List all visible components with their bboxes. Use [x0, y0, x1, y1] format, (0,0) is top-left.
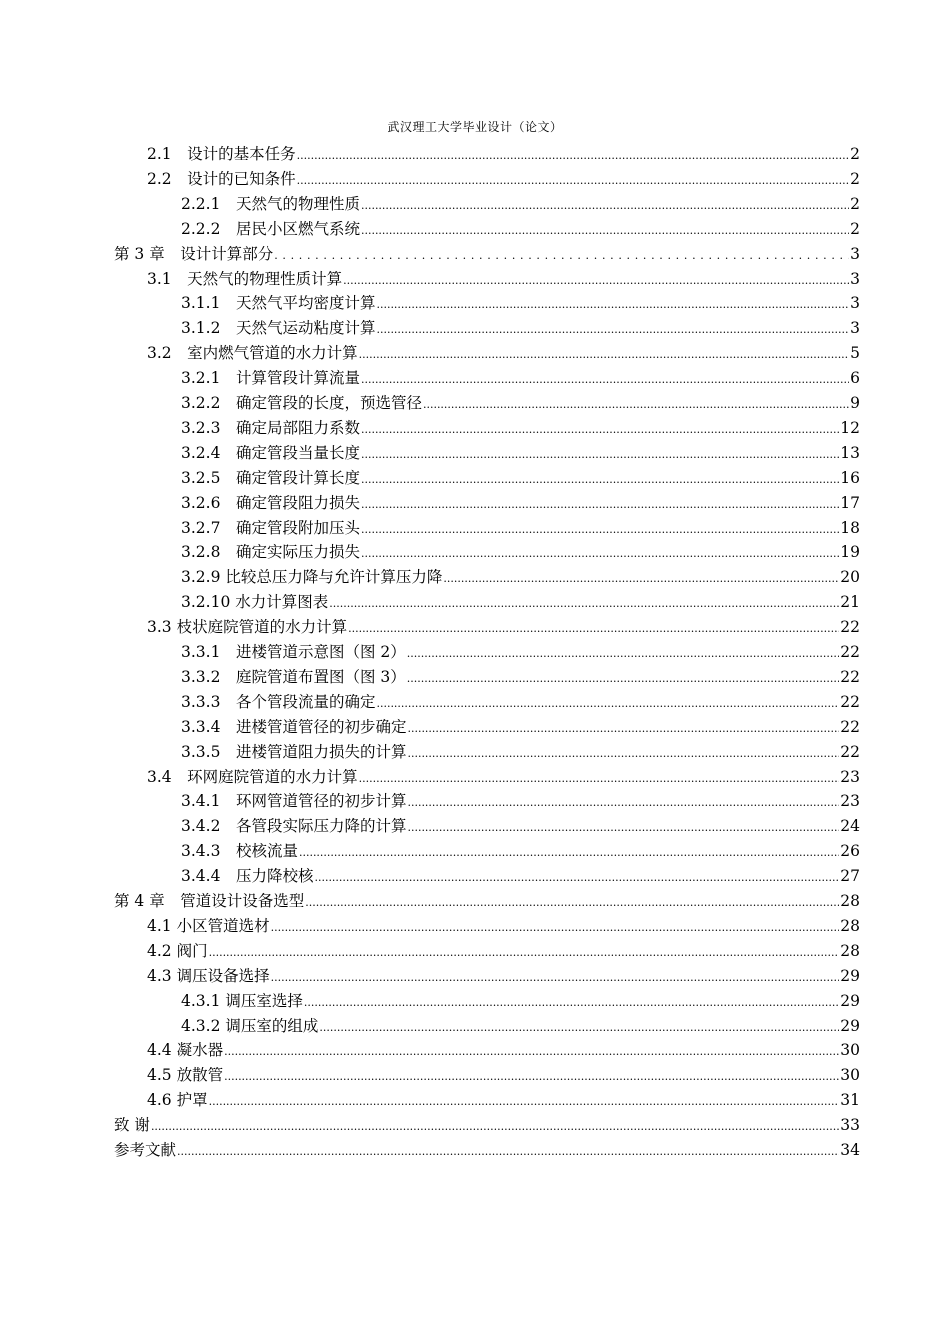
toc-entry-page-number: 17 [840, 493, 860, 512]
toc-entry-page-number: 12 [840, 418, 860, 437]
toc-entry-line [181, 864, 860, 889]
toc-entry-label: 3.1 天然气的物理性质计算 [147, 269, 343, 288]
toc-dot-leader [407, 790, 839, 815]
toc-entry-line [181, 441, 860, 466]
toc-entry-label: 3.3.4 进楼管道管径的初步确定 [181, 717, 407, 736]
toc-entry[interactable] [0, 715, 950, 740]
toc-entry-label: 2.2.1 天然气的物理性质 [181, 194, 360, 213]
toc-entry[interactable] [0, 615, 950, 640]
toc-entry[interactable] [0, 391, 950, 416]
toc-entry[interactable] [0, 939, 950, 964]
toc-entry[interactable] [0, 441, 950, 466]
toc-entry[interactable] [0, 1038, 950, 1063]
toc-dot-leader [361, 442, 839, 467]
toc-entry-line [181, 416, 860, 441]
toc-entry-page-number: 22 [840, 742, 860, 761]
toc-dot-leader [407, 741, 839, 766]
toc-entry-page-number: 9 [850, 394, 860, 412]
toc-entry[interactable] [0, 1088, 950, 1113]
toc-entry-line [181, 590, 860, 615]
toc-entry-page-number: 21 [840, 593, 860, 612]
toc-entry-page-number: 22 [840, 618, 860, 637]
toc-entry-page-number: 23 [840, 792, 860, 811]
toc-entry-line [147, 615, 860, 640]
toc-entry-page-number: 29 [840, 1016, 860, 1035]
toc-entry-line [147, 1063, 860, 1088]
toc-entry-page-number: 2 [850, 219, 860, 238]
toc-entry-label: 4.1 小区管道选材 [147, 916, 270, 935]
toc-entry-line [147, 167, 860, 192]
toc-entry-line [181, 491, 860, 516]
toc-dot-leader [348, 616, 839, 641]
toc-dot-leader [361, 517, 839, 542]
toc-dot-leader [359, 766, 840, 791]
toc-entry[interactable] [0, 839, 950, 864]
toc-entry[interactable] [0, 665, 950, 690]
toc-entry-label: 3.2.4 确定管段当量长度 [181, 443, 360, 462]
toc-entry-line [181, 391, 860, 416]
toc-entry-label: 3.4.3 校核流量 [181, 842, 298, 861]
toc-dot-leader [376, 292, 849, 317]
toc-entry-line [147, 765, 860, 790]
toc-dot-leader [151, 1114, 839, 1139]
toc-entry-label: 3.2.3 确定局部阻力系数 [181, 418, 360, 437]
toc-entry-label: 4.3 调压设备选择 [147, 966, 270, 985]
toc-entry[interactable] [0, 491, 950, 516]
toc-dot-leader [343, 268, 849, 293]
toc-dot-leader [177, 1139, 839, 1164]
toc-entry-line [147, 142, 860, 167]
toc-dot-leader [407, 815, 839, 840]
toc-entry-line [181, 540, 860, 565]
toc-entry-page-number: 28 [840, 941, 860, 960]
toc-entry[interactable] [0, 814, 950, 839]
toc-entry[interactable] [0, 416, 950, 441]
toc-entry[interactable] [0, 789, 950, 814]
toc-entry-line [181, 565, 860, 590]
toc-dot-leader [361, 541, 839, 566]
toc-entry-label: 2.1 设计的基本任务 [147, 145, 296, 163]
toc-entry-label: 4.5 放散管 [147, 1066, 224, 1085]
toc-entry-label: 3.3.2 庭院管道布置图（图 3） [181, 667, 406, 686]
toc-entry-page-number: 6 [850, 369, 860, 388]
toc-entry-label: 3.3.3 各个管段流量的确定 [181, 692, 376, 711]
toc-entry-page-number: 22 [840, 643, 860, 661]
toc-dot-leader [305, 890, 839, 915]
toc-entry-page-number: 29 [840, 991, 860, 1010]
toc-dot-leader [274, 243, 849, 268]
toc-entry-label: 3.3.1 进楼管道示意图（图 2） [181, 643, 406, 661]
toc-entry-page-number: 2 [850, 194, 860, 213]
toc-dot-leader [209, 1089, 840, 1114]
toc-entry[interactable] [0, 740, 950, 765]
toc-dot-leader [319, 1015, 839, 1040]
toc-entry-line [147, 914, 860, 939]
toc-entry-page-number: 31 [840, 1091, 860, 1110]
toc-entry-line [181, 1014, 860, 1039]
toc-entry-line [181, 789, 860, 814]
toc-entry-page-number: 5 [850, 344, 860, 363]
toc-entry-page-number: 30 [840, 1041, 860, 1060]
toc-entry-label: 3.2 室内燃气管道的水力计算 [147, 344, 358, 363]
toc-dot-leader [361, 367, 849, 392]
toc-entry-label: 3.4.4 压力降校核 [181, 867, 314, 886]
toc-entry-line [181, 989, 860, 1014]
toc-entry-page-number: 28 [840, 892, 860, 910]
toc-entry-line [114, 242, 860, 267]
toc-entry-line [147, 341, 860, 366]
toc-entry-page-number: 3 [850, 319, 860, 338]
toc-entry-line [181, 715, 860, 740]
toc-entry[interactable] [0, 1063, 950, 1088]
toc-entry[interactable] [0, 1014, 950, 1039]
toc-dot-leader [361, 492, 839, 517]
toc-entry-label: 4.2 阀门 [147, 941, 208, 960]
toc-dot-leader [224, 1064, 839, 1089]
toc-dot-leader [423, 392, 849, 417]
toc-entry-page-number: 22 [840, 717, 860, 736]
toc-dot-leader [361, 193, 849, 218]
toc-dot-leader [297, 143, 849, 168]
toc-entry[interactable] [0, 1113, 950, 1138]
toc-entry-page-number: 33 [840, 1116, 860, 1135]
toc-entry-label: 第 3 章 设计计算部分 [114, 244, 274, 263]
toc-entry-page-number: 19 [840, 543, 860, 562]
toc-entry-page-number: 23 [840, 767, 860, 786]
toc-entry-label: 4.3.1 调压室选择 [181, 991, 303, 1010]
toc-entry-line [181, 640, 860, 665]
toc-dot-leader [297, 168, 849, 193]
toc-entry-label: 3.2.8 确定实际压力损失 [181, 543, 360, 562]
toc-dot-leader [314, 865, 839, 890]
toc-entry-label: 3.2.6 确定管段阻力损失 [181, 493, 360, 512]
toc-entry[interactable] [0, 291, 950, 316]
toc-dot-leader [271, 915, 840, 940]
toc-entry-label: 参考文献 [114, 1141, 177, 1159]
toc-dot-leader [376, 691, 839, 716]
toc-entry[interactable] [0, 142, 950, 167]
toc-entry-label: 3.4 环网庭院管道的水力计算 [147, 767, 358, 786]
toc-entry-label: 3.2.5 确定管段计算长度 [181, 468, 360, 487]
toc-dot-leader [359, 342, 849, 367]
toc-entry[interactable] [0, 640, 950, 665]
toc-entry-label: 3.3 枝状庭院管道的水力计算 [147, 618, 348, 637]
toc-entry-page-number: 22 [840, 692, 860, 711]
toc-entry[interactable] [0, 316, 950, 341]
toc-entry-label: 3.1.1 天然气平均密度计算 [181, 294, 376, 313]
toc-entry-line [181, 839, 860, 864]
toc-entry-line [147, 267, 860, 292]
toc-entry[interactable] [0, 590, 950, 615]
toc-entry[interactable] [0, 964, 950, 989]
toc-entry-label: 4.3.2 调压室的组成 [181, 1016, 319, 1035]
toc-entry-page-number: 13 [840, 443, 860, 462]
toc-entry[interactable] [0, 989, 950, 1014]
toc-entry-page-number: 3 [850, 294, 860, 313]
toc-entry-line [114, 889, 860, 914]
toc-dot-leader [407, 716, 839, 741]
toc-entry-line [147, 939, 860, 964]
toc-entry-label: 3.2.7 确定管段附加压头 [181, 518, 360, 537]
toc-entry[interactable] [0, 217, 950, 242]
toc-dot-leader [361, 467, 839, 492]
toc-entry[interactable] [0, 242, 950, 267]
toc-entry-label: 致 谢 [114, 1116, 150, 1135]
toc-entry[interactable] [0, 466, 950, 491]
toc-dot-leader [304, 990, 839, 1015]
toc-entry-line [181, 366, 860, 391]
toc-dot-leader [271, 965, 840, 990]
toc-entry-label: 3.1.2 天然气运动粘度计算 [181, 319, 376, 338]
toc-entry-line [181, 466, 860, 491]
toc-entry-label: 3.2.10 水力计算图表 [181, 593, 329, 612]
toc-entry-page-number: 27 [840, 867, 860, 886]
toc-entry-label: 3.4.1 环网管道管径的初步计算 [181, 792, 407, 811]
toc-entry-page-number: 16 [840, 468, 860, 487]
toc-entry[interactable] [0, 914, 950, 939]
toc-entry-label: 4.4 凝水器 [147, 1041, 224, 1060]
toc-entry[interactable] [0, 889, 950, 914]
toc-entry-page-number: 29 [840, 966, 860, 985]
toc-entry-label: 3.3.5 进楼管道阻力损失的计算 [181, 742, 407, 761]
toc-entry-page-number: 22 [840, 667, 860, 686]
toc-entry[interactable] [0, 565, 950, 590]
toc-dot-leader [299, 840, 839, 865]
toc-entry[interactable] [0, 540, 950, 565]
toc-entry-page-number: 18 [840, 518, 860, 537]
toc-entry-line [181, 665, 860, 690]
toc-entry-label: 第 4 章 管道设计设备选型 [114, 892, 305, 910]
toc-entry[interactable] [0, 192, 950, 217]
toc-entry-line [181, 217, 860, 242]
page-header [0, 119, 950, 135]
toc-entry[interactable] [0, 267, 950, 292]
toc-entry-line [181, 316, 860, 341]
toc-entry-page-number: 2 [850, 169, 860, 188]
toc-entry-label: 3.2.2 确定管段的长度，预选管径 [181, 394, 422, 412]
toc-entry-label: 2.2 设计的已知条件 [147, 169, 296, 188]
toc-entry[interactable] [0, 864, 950, 889]
toc-entry-line [181, 291, 860, 316]
toc-entry-line [114, 1113, 860, 1138]
toc-entry-page-number: 30 [840, 1066, 860, 1085]
toc-entry-page-number: 20 [840, 568, 860, 587]
toc-entry-label: 4.6 护罩 [147, 1091, 208, 1110]
toc-entry-line [147, 1088, 860, 1113]
toc-dot-leader [329, 591, 839, 616]
toc-entry-label: 3.2.1 计算管段计算流量 [181, 369, 360, 388]
toc-entry-page-number: 3 [850, 269, 860, 288]
toc-dot-leader [407, 641, 840, 666]
toc-dot-leader [361, 218, 849, 243]
toc-entry[interactable] [0, 1138, 950, 1163]
toc-entry-page-number: 34 [840, 1141, 860, 1159]
toc-entry[interactable] [0, 366, 950, 391]
toc-dot-leader [224, 1039, 839, 1064]
toc-entry-line [147, 964, 860, 989]
toc-entry-line [181, 814, 860, 839]
toc-entry-page-number: 24 [840, 817, 860, 836]
toc-entry-line [147, 1038, 860, 1063]
toc-dot-leader [361, 417, 839, 442]
toc-entry-page-number: 28 [840, 916, 860, 935]
toc-entry-line [181, 690, 860, 715]
toc-entry-label: 3.4.2 各管段实际压力降的计算 [181, 817, 407, 836]
header-title: 武汉理工大学毕业设计（论文） [387, 120, 563, 134]
toc-dot-leader [407, 666, 840, 691]
toc-entry-line [181, 740, 860, 765]
toc-entry-line [181, 192, 860, 217]
toc-dot-leader [376, 317, 849, 342]
toc-entry-line [114, 1138, 860, 1163]
toc-entry[interactable] [0, 167, 950, 192]
toc-entry[interactable] [0, 765, 950, 790]
toc-entry-page-number: 26 [840, 842, 860, 861]
toc-entry-line [181, 516, 860, 541]
toc-entry[interactable] [0, 341, 950, 366]
toc-entry[interactable] [0, 690, 950, 715]
toc-entry-page-number: 2 [850, 145, 860, 163]
toc-entry-label: 3.2.9 比较总压力降与允许计算压力降 [181, 568, 443, 587]
toc-entry-label: 2.2.2 居民小区燃气系统 [181, 219, 360, 238]
toc-dot-leader [209, 940, 840, 965]
toc-entry[interactable] [0, 516, 950, 541]
toc-entry-page-number: 3 [850, 244, 860, 263]
toc-dot-leader [443, 566, 839, 591]
